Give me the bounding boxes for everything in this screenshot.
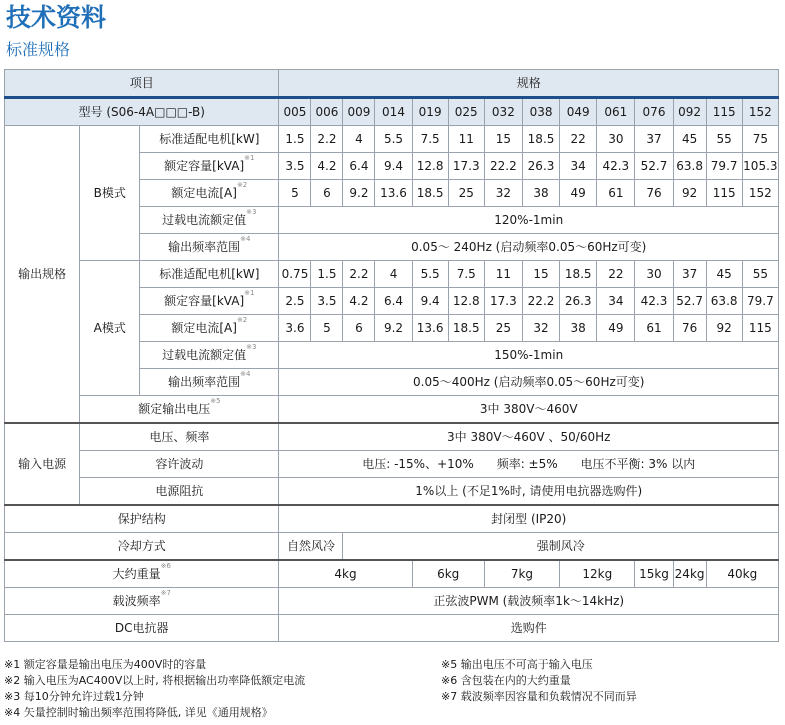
- output-spec-label: 输出规格: [5, 126, 80, 424]
- a-current-value: 38: [560, 315, 597, 342]
- a-capacity-value: 34: [597, 288, 635, 315]
- a-motor-row: [5, 261, 779, 288]
- a-motor-value: 5.5: [412, 261, 448, 288]
- footnote: ※5 输出电压不可高于输入电压: [441, 658, 593, 671]
- input-impedance-value: 1%以上 (不足1%时, 请使用电抗器选购件): [279, 478, 779, 506]
- a-current-value: 13.6: [412, 315, 448, 342]
- page-title: 技术资料: [6, 3, 107, 32]
- a-motor-value: 18.5: [560, 261, 597, 288]
- model-label: 型号 (S06-4A□□□-B): [5, 98, 279, 126]
- b-capacity-value: 105.3: [742, 153, 778, 180]
- b-current-value: 76: [635, 180, 673, 207]
- carrier-row: [5, 588, 779, 615]
- b-motor-value: 1.5: [279, 126, 311, 153]
- footnote: ※3 每10分钟允许过载1分钟: [4, 690, 144, 703]
- b-current-value: 6: [311, 180, 343, 207]
- footnote: ※2 输入电压为AC400V以上时, 将根据输出功率降低额定电流: [4, 674, 306, 687]
- a-current-value: 49: [597, 315, 635, 342]
- b-freq-value: 0.05～ 240Hz (启动频率0.05～60Hz可变): [279, 234, 779, 261]
- input-fluctuation-label: 容许波动: [80, 451, 279, 478]
- a-capacity-value: 17.3: [484, 288, 522, 315]
- a-motor-value: 45: [706, 261, 742, 288]
- table-header-row: [5, 70, 779, 98]
- dc-label: DC电抗器: [5, 615, 279, 642]
- a-motor-value: 15: [522, 261, 559, 288]
- output-voltage-label: 额定输出电压$^{※5}$: [80, 396, 279, 424]
- b-current-value: 18.5: [412, 180, 448, 207]
- b-motor-value: 4: [343, 126, 375, 153]
- b-motor-value: 37: [635, 126, 673, 153]
- model-code: 005: [279, 98, 311, 126]
- dc-value: 选购件: [279, 615, 779, 642]
- footnote: ※6 含包装在内的大约重量: [441, 674, 571, 687]
- a-current-value: 115: [742, 315, 778, 342]
- output-voltage-value: 3中 380V～460V: [279, 396, 779, 424]
- b-capacity-value: 9.4: [375, 153, 412, 180]
- a-mode-label: A模式: [80, 261, 140, 396]
- b-motor-label: 标准适配电机[kW]: [140, 126, 279, 153]
- b-motor-value: 15: [484, 126, 522, 153]
- b-current-value: 32: [484, 180, 522, 207]
- a-capacity-value: 12.8: [448, 288, 484, 315]
- a-current-label: 额定电流$[A]^{※2}$: [140, 315, 279, 342]
- b-capacity-value: 17.3: [448, 153, 484, 180]
- b-capacity-value: 52.7: [635, 153, 673, 180]
- a-current-value: 6: [343, 315, 375, 342]
- protection-row: [5, 505, 779, 533]
- b-current-value: 9.2: [343, 180, 375, 207]
- a-current-value: 92: [706, 315, 742, 342]
- a-capacity-value: 42.3: [635, 288, 673, 315]
- model-code: 006: [311, 98, 343, 126]
- a-overload-label: 过载电流额定值$^{※3}$: [140, 342, 279, 369]
- a-capacity-value: 9.4: [412, 288, 448, 315]
- footnote: ※4 矢量控制时输出频率范围将降低, 详见《通用规格》: [4, 706, 273, 719]
- a-capacity-value: 22.2: [522, 288, 559, 315]
- input-impedance-row: [5, 478, 779, 506]
- a-capacity-value: 63.8: [706, 288, 742, 315]
- b-capacity-value: 34: [560, 153, 597, 180]
- weight-value: 7kg: [484, 560, 559, 588]
- header-item: 项目: [5, 70, 279, 98]
- footnotes-right: [441, 657, 637, 705]
- b-current-label: 额定电流$[A]^{※2}$: [140, 180, 279, 207]
- input-voltage-row: [5, 423, 779, 451]
- model-code: 076: [635, 98, 673, 126]
- a-freq-label: 输出频率范围$^{※4}$: [140, 369, 279, 396]
- b-capacity-value: 6.4: [343, 153, 375, 180]
- a-capacity-label: 额定容量[kVA]$^{※1}$: [140, 288, 279, 315]
- cooling-forced: 强制风冷: [343, 533, 779, 561]
- weight-value: 24kg: [673, 560, 706, 588]
- b-motor-value: 5.5: [375, 126, 412, 153]
- model-code: 061: [597, 98, 635, 126]
- b-current-value: 92: [673, 180, 706, 207]
- b-motor-value: 75: [742, 126, 778, 153]
- a-current-value: 25: [484, 315, 522, 342]
- b-overload-label: 过载电流额定值$^{※3}$: [140, 207, 279, 234]
- b-current-value: 49: [560, 180, 597, 207]
- protection-label: 保护结构: [5, 505, 279, 533]
- weight-value: 40kg: [706, 560, 778, 588]
- weight-value: 6kg: [412, 560, 484, 588]
- b-capacity-value: 4.2: [311, 153, 343, 180]
- a-capacity-value: 4.2: [343, 288, 375, 315]
- b-motor-value: 2.2: [311, 126, 343, 153]
- input-fluctuation-row: [5, 451, 779, 478]
- b-overload-value: 120%-1min: [279, 207, 779, 234]
- weight-value: 4kg: [279, 560, 412, 588]
- input-impedance-label: 电源阻抗: [80, 478, 279, 506]
- b-motor-value: 18.5: [522, 126, 559, 153]
- model-code: 038: [522, 98, 559, 126]
- a-current-value: 5: [311, 315, 343, 342]
- model-code: 032: [484, 98, 522, 126]
- b-current-value: 25: [448, 180, 484, 207]
- model-code: 014: [375, 98, 412, 126]
- a-motor-value: 1.5: [311, 261, 343, 288]
- b-current-value: 13.6: [375, 180, 412, 207]
- b-capacity-value: 42.3: [597, 153, 635, 180]
- page-subtitle: 标准规格: [6, 40, 71, 59]
- input-fluctuation-value: 电压: -15%、+10% 频率: ±5% 电压不平衡: 3% 以内: [279, 451, 779, 478]
- a-capacity-value: 26.3: [560, 288, 597, 315]
- cooling-label: 冷却方式: [5, 533, 279, 561]
- b-current-value: 152: [742, 180, 778, 207]
- a-motor-value: 11: [484, 261, 522, 288]
- a-motor-value: 7.5: [448, 261, 484, 288]
- a-current-value: 76: [673, 315, 706, 342]
- b-current-value: 61: [597, 180, 635, 207]
- model-code: 152: [742, 98, 778, 126]
- a-motor-value: 30: [635, 261, 673, 288]
- b-capacity-value: 3.5: [279, 153, 311, 180]
- footnotes-left: [4, 657, 305, 721]
- carrier-label: 载波频率$^{※7}$: [5, 588, 279, 615]
- a-current-value: 18.5: [448, 315, 484, 342]
- a-motor-value: 4: [375, 261, 412, 288]
- b-motor-value: 55: [706, 126, 742, 153]
- weight-value: 12kg: [560, 560, 635, 588]
- b-motor-value: 11: [448, 126, 484, 153]
- a-capacity-value: 52.7: [673, 288, 706, 315]
- a-capacity-value: 2.5: [279, 288, 311, 315]
- weight-row: [5, 560, 779, 588]
- b-current-value: 38: [522, 180, 559, 207]
- b-motor-value: 45: [673, 126, 706, 153]
- model-code: 009: [343, 98, 375, 126]
- a-current-value: 32: [522, 315, 559, 342]
- cooling-natural: 自然风冷: [279, 533, 343, 561]
- weight-value: 15kg: [635, 560, 673, 588]
- a-capacity-value: 79.7: [742, 288, 778, 315]
- weight-label: 大约重量$^{※6}$: [5, 560, 279, 588]
- input-power-label: 输入电源: [5, 423, 80, 505]
- carrier-value: 正弦波PWM (载波频率1k～14kHz): [279, 588, 779, 615]
- header-spec: 规格: [279, 70, 779, 98]
- footnote: ※7 载波频率因容量和负载情况不同而异: [441, 690, 637, 703]
- output-voltage-row: [5, 396, 779, 424]
- input-voltage-label: 电压、频率: [80, 423, 279, 451]
- a-motor-label: 标准适配电机[kW]: [140, 261, 279, 288]
- a-freq-value: 0.05～400Hz (启动频率0.05～60Hz可变): [279, 369, 779, 396]
- a-motor-value: 2.2: [343, 261, 375, 288]
- b-current-value: 115: [706, 180, 742, 207]
- a-current-value: 61: [635, 315, 673, 342]
- b-motor-value: 22: [560, 126, 597, 153]
- a-capacity-value: 3.5: [311, 288, 343, 315]
- b-capacity-value: 22.2: [484, 153, 522, 180]
- b-capacity-value: 26.3: [522, 153, 559, 180]
- a-capacity-value: 6.4: [375, 288, 412, 315]
- a-motor-value: 0.75: [279, 261, 311, 288]
- a-motor-value: 55: [742, 261, 778, 288]
- model-code: 115: [706, 98, 742, 126]
- b-freq-label: 输出频率范围$^{※4}$: [140, 234, 279, 261]
- input-voltage-value: 3中 380V～460V 、50/60Hz: [279, 423, 779, 451]
- spec-table: [4, 69, 779, 642]
- model-row: [5, 98, 779, 126]
- a-motor-value: 22: [597, 261, 635, 288]
- model-code: 019: [412, 98, 448, 126]
- b-capacity-value: 63.8: [673, 153, 706, 180]
- a-overload-value: 150%-1min: [279, 342, 779, 369]
- a-motor-value: 37: [673, 261, 706, 288]
- b-current-value: 5: [279, 180, 311, 207]
- a-current-value: 3.6: [279, 315, 311, 342]
- model-code: 049: [560, 98, 597, 126]
- model-code: 092: [673, 98, 706, 126]
- b-capacity-value: 79.7: [706, 153, 742, 180]
- footnote: ※1 额定容量是输出电压为400V时的容量: [4, 658, 207, 671]
- cooling-row: [5, 533, 779, 561]
- model-code: 025: [448, 98, 484, 126]
- b-motor-row: [5, 126, 779, 153]
- b-mode-label: B模式: [80, 126, 140, 261]
- b-motor-value: 7.5: [412, 126, 448, 153]
- dc-row: [5, 615, 779, 642]
- b-capacity-label: 额定容量[kVA]$^{※1}$: [140, 153, 279, 180]
- a-current-value: 9.2: [375, 315, 412, 342]
- protection-value: 封闭型 (IP20): [279, 505, 779, 533]
- b-capacity-value: 12.8: [412, 153, 448, 180]
- b-motor-value: 30: [597, 126, 635, 153]
